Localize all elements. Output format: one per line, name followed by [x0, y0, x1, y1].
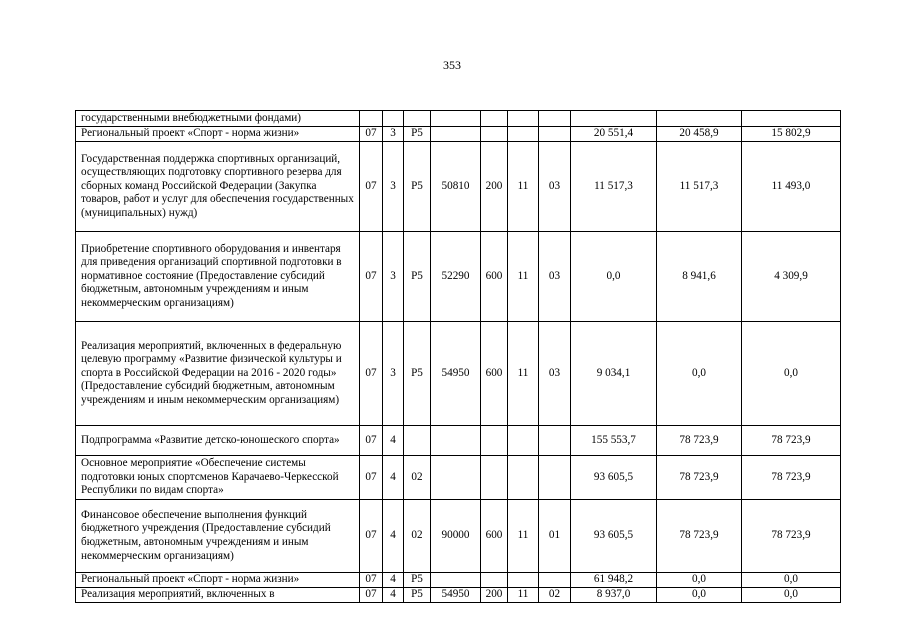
amount-year-1: 20 551,4 — [571, 127, 657, 142]
table-row — [76, 500, 841, 573]
amount-year-3: 15 802,9 — [742, 127, 841, 142]
amount-year-3: 78 723,9 — [742, 456, 841, 500]
extra-code-2: 03 — [539, 232, 571, 322]
section-code: 07 — [360, 127, 383, 142]
amount-year-1: 93 605,5 — [571, 456, 657, 500]
direction-code: 54950 — [431, 588, 481, 603]
table-row — [76, 127, 841, 142]
expense-type-code: 600 — [481, 232, 508, 322]
direction-code — [431, 573, 481, 588]
row-name: Финансовое обеспечение выполнения функций бюджетного учреждения (Предоставление субсидий бюджетным, автономным учреждениям и иным некоммерческим организациям) — [76, 500, 360, 573]
extra-code-2 — [539, 111, 571, 127]
extra-code-2 — [539, 127, 571, 142]
row-name: Основное мероприятие «Обеспечение системы подготовки юных спортсменов Карачаево-Черкесской Республики по видам спорта» — [76, 456, 360, 500]
extra-code-2: 03 — [539, 322, 571, 426]
program-code: 02 — [404, 500, 431, 573]
direction-code — [431, 426, 481, 456]
extra-code-2 — [539, 456, 571, 500]
section-code: 07 — [360, 322, 383, 426]
table-row — [76, 322, 841, 426]
program-code — [404, 426, 431, 456]
extra-code-2 — [539, 426, 571, 456]
direction-code: 90000 — [431, 500, 481, 573]
expense-type-code: 600 — [481, 322, 508, 426]
section-code: 07 — [360, 573, 383, 588]
section-code: 07 — [360, 456, 383, 500]
table-row — [76, 232, 841, 322]
extra-code-1 — [508, 127, 539, 142]
extra-code-2: 02 — [539, 588, 571, 603]
row-name: Реализация мероприятий, включенных в федеральную целевую программу «Развитие физической культуры и спорта в Российской Федерации на 2016 - 2020 годы» (Предоставление субсидий бюджетным, автономным учреждениям и иным некоммерческим организациям) — [76, 322, 360, 426]
program-code: Р5 — [404, 573, 431, 588]
subsection-code: 4 — [383, 426, 404, 456]
amount-year-1: 155 553,7 — [571, 426, 657, 456]
amount-year-1: 61 948,2 — [571, 573, 657, 588]
subsection-code: 3 — [383, 322, 404, 426]
expense-type-code: 200 — [481, 142, 508, 232]
amount-year-2: 8 941,6 — [657, 232, 742, 322]
section-code — [360, 111, 383, 127]
amount-year-2: 78 723,9 — [657, 500, 742, 573]
section-code: 07 — [360, 232, 383, 322]
subsection-code: 4 — [383, 588, 404, 603]
extra-code-1: 11 — [508, 142, 539, 232]
expense-type-code: 200 — [481, 588, 508, 603]
expense-type-code: 600 — [481, 500, 508, 573]
row-name: Региональный проект «Спорт - норма жизни» — [76, 127, 360, 142]
direction-code — [431, 127, 481, 142]
row-name: Государственная поддержка спортивных организаций, осуществляющих подготовку спортивного резерва для сборных команд Российской Федерации (Закупка товаров, работ и услуг для обеспечения государственных (муниципальных) нужд) — [76, 142, 360, 232]
extra-code-1 — [508, 456, 539, 500]
subsection-code: 4 — [383, 500, 404, 573]
extra-code-2: 03 — [539, 142, 571, 232]
amount-year-2: 11 517,3 — [657, 142, 742, 232]
amount-year-3: 0,0 — [742, 573, 841, 588]
table-row — [76, 588, 841, 603]
extra-code-1: 11 — [508, 232, 539, 322]
amount-year-2: 78 723,9 — [657, 426, 742, 456]
table-row — [76, 142, 841, 232]
program-code: Р5 — [404, 127, 431, 142]
budget-table — [75, 110, 841, 603]
expense-type-code — [481, 456, 508, 500]
amount-year-2: 20 458,9 — [657, 127, 742, 142]
extra-code-1: 11 — [508, 500, 539, 573]
expense-type-code — [481, 111, 508, 127]
amount-year-2: 0,0 — [657, 588, 742, 603]
amount-year-2 — [657, 111, 742, 127]
expense-type-code — [481, 426, 508, 456]
table-row — [76, 111, 841, 127]
subsection-code — [383, 111, 404, 127]
program-code: 02 — [404, 456, 431, 500]
amount-year-1: 11 517,3 — [571, 142, 657, 232]
amount-year-1: 93 605,5 — [571, 500, 657, 573]
expense-type-code — [481, 573, 508, 588]
subsection-code: 3 — [383, 232, 404, 322]
amount-year-1 — [571, 111, 657, 127]
amount-year-2: 0,0 — [657, 322, 742, 426]
subsection-code: 3 — [383, 127, 404, 142]
amount-year-3: 0,0 — [742, 588, 841, 603]
amount-year-3: 0,0 — [742, 322, 841, 426]
extra-code-1 — [508, 573, 539, 588]
row-name: Региональный проект «Спорт - норма жизни» — [76, 573, 360, 588]
extra-code-1: 11 — [508, 588, 539, 603]
direction-code — [431, 456, 481, 500]
amount-year-3: 11 493,0 — [742, 142, 841, 232]
section-code: 07 — [360, 142, 383, 232]
expense-type-code — [481, 127, 508, 142]
table-row — [76, 426, 841, 456]
row-name: Приобретение спортивного оборудования и инвентаря для приведения организаций спортивной подготовки в нормативное состояние (Предоставление субсидий бюджетным, автономным учреждениям и иным некоммерческим организациям) — [76, 232, 360, 322]
subsection-code: 4 — [383, 573, 404, 588]
program-code: Р5 — [404, 142, 431, 232]
page-number: 353 — [443, 58, 461, 72]
extra-code-2 — [539, 573, 571, 588]
extra-code-1: 11 — [508, 322, 539, 426]
subsection-code: 4 — [383, 456, 404, 500]
amount-year-3: 78 723,9 — [742, 426, 841, 456]
program-code — [404, 111, 431, 127]
table-row — [76, 573, 841, 588]
row-name: Реализация мероприятий, включенных в — [76, 588, 360, 603]
amount-year-1: 9 034,1 — [571, 322, 657, 426]
amount-year-2: 78 723,9 — [657, 456, 742, 500]
amount-year-3: 4 309,9 — [742, 232, 841, 322]
row-name: государственными внебюджетными фондами) — [76, 111, 360, 127]
extra-code-1 — [508, 426, 539, 456]
extra-code-2: 01 — [539, 500, 571, 573]
extra-code-1 — [508, 111, 539, 127]
amount-year-3 — [742, 111, 841, 127]
program-code: Р5 — [404, 588, 431, 603]
amount-year-1: 8 937,0 — [571, 588, 657, 603]
amount-year-1: 0,0 — [571, 232, 657, 322]
subsection-code: 3 — [383, 142, 404, 232]
direction-code: 50810 — [431, 142, 481, 232]
row-name: Подпрограмма «Развитие детско-юношеского спорта» — [76, 426, 360, 456]
direction-code: 52290 — [431, 232, 481, 322]
section-code: 07 — [360, 500, 383, 573]
direction-code: 54950 — [431, 322, 481, 426]
direction-code — [431, 111, 481, 127]
amount-year-3: 78 723,9 — [742, 500, 841, 573]
program-code: Р5 — [404, 232, 431, 322]
table-row — [76, 456, 841, 500]
section-code: 07 — [360, 588, 383, 603]
section-code: 07 — [360, 426, 383, 456]
program-code: Р5 — [404, 322, 431, 426]
amount-year-2: 0,0 — [657, 573, 742, 588]
